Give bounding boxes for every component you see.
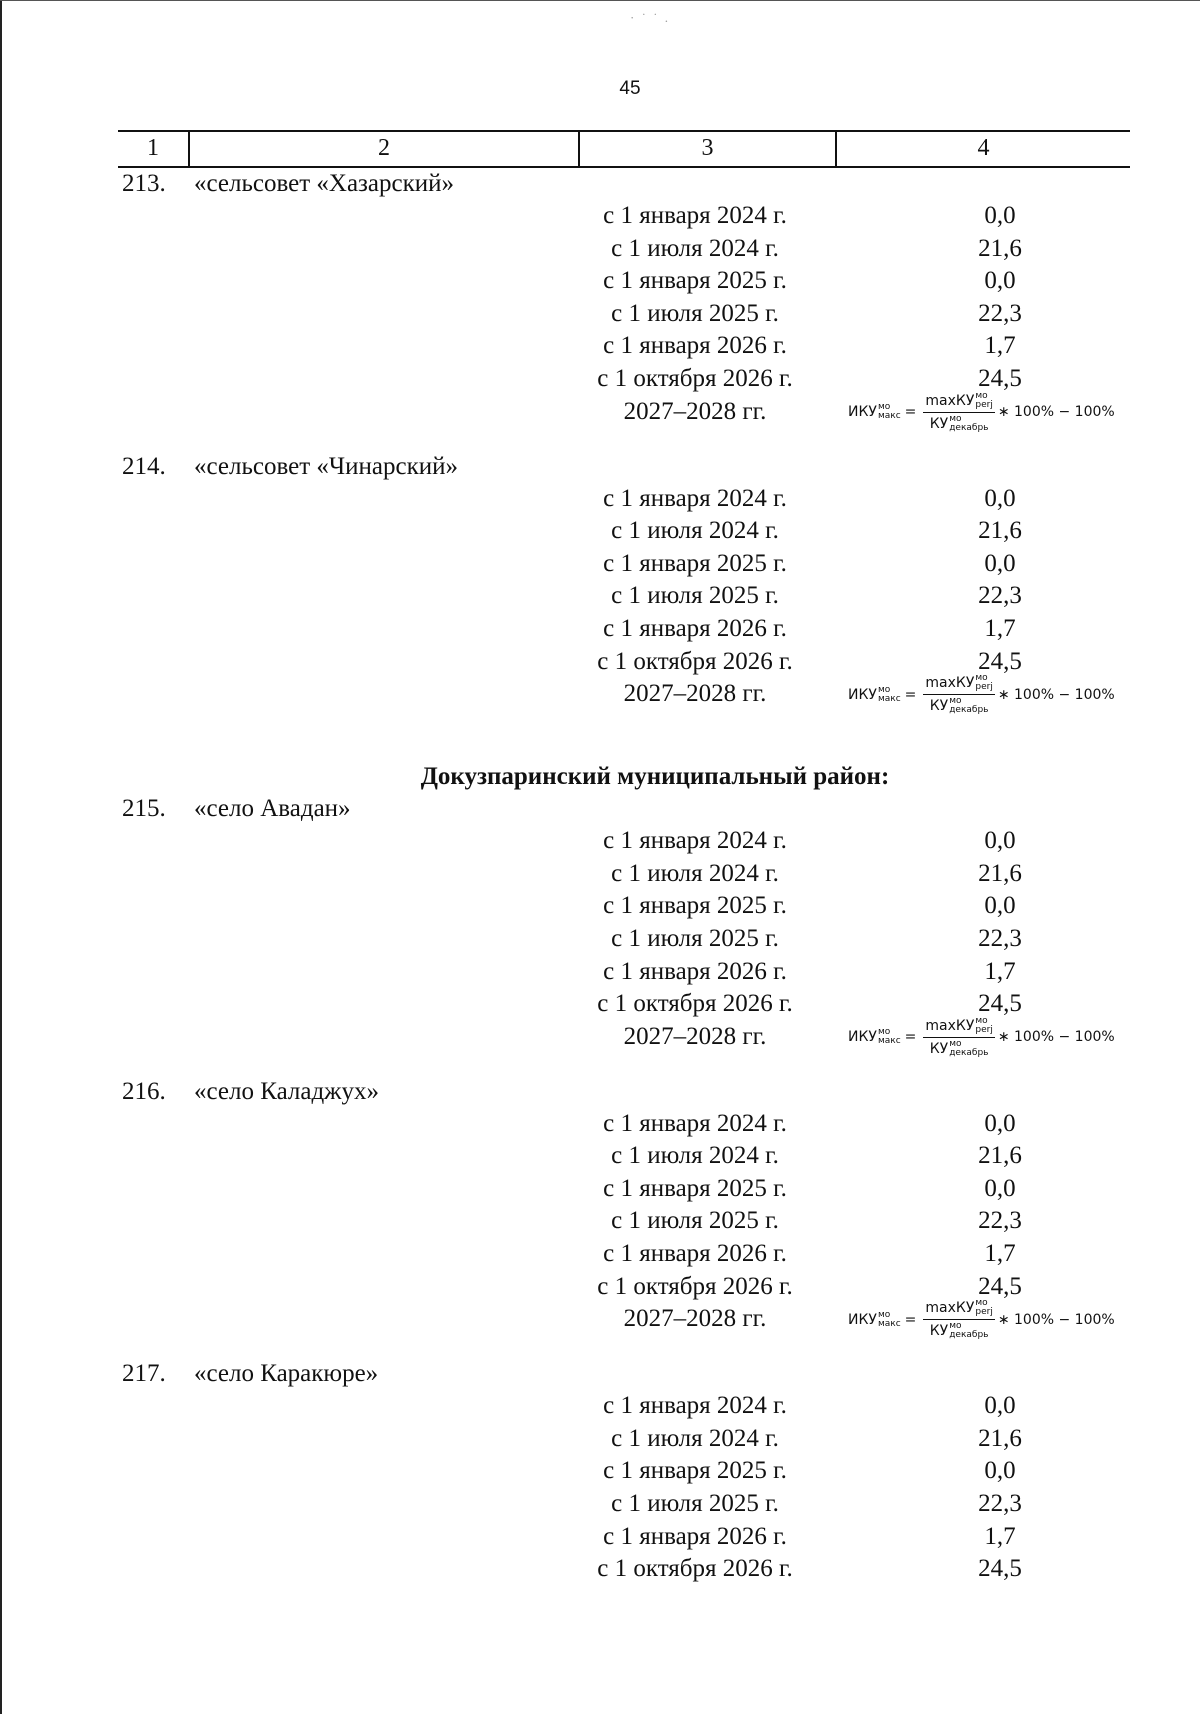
table-row [0,956,1200,989]
table-row [0,858,1200,891]
period-cell: с 1 января 2025 г. [603,1457,787,1485]
table-row [0,1521,1200,1554]
formula-lhs: ИКУ мо макс [848,1027,901,1047]
value-cell: 1,7 [984,332,1016,360]
table-row [0,890,1200,923]
formula [848,674,1168,715]
page-number: 45 [619,78,641,99]
table-row [0,673,1200,724]
value-cell: 0,0 [984,892,1016,920]
period-cell: с 1 июля 2025 г. [611,582,779,610]
entry-name: «сельсовет «Чинарский» [194,452,459,480]
formula-equals: = [904,1311,917,1328]
period-cell: с 1 января 2026 г. [603,1240,787,1268]
formula-fraction [923,1299,994,1340]
formula-denominator: КУ мо декабрь [929,1321,989,1341]
value-cell: 1,7 [984,1240,1016,1268]
column-header-1: 1 [147,135,159,161]
formula-tail: ∗ 100% − 100% [997,1029,1115,1046]
value-cell: 21,6 [978,517,1022,545]
table-row [0,825,1200,858]
formula-numerator: maxКУ мо perj [923,392,994,413]
formula-numerator: maxКУ мо perj [923,674,994,695]
formula [848,392,1168,433]
period-cell: с 1 июля 2025 г. [611,1207,779,1235]
table-row [0,1015,1200,1067]
period-cell: с 1 июля 2024 г. [611,517,779,545]
column-header-2: 2 [188,132,578,166]
table-header [118,130,1130,168]
period-cell: с 1 июля 2025 г. [611,299,779,327]
entry [0,167,1200,442]
formula [848,1299,1168,1340]
period-cell: с 1 января 2025 г. [603,1174,787,1202]
table-row [0,1455,1200,1488]
value-cell: 24,5 [978,990,1022,1018]
period-cell: с 1 октября 2026 г. [597,1555,793,1583]
value-cell: 24,5 [978,1555,1022,1583]
value-cell: 1,7 [984,1522,1016,1550]
value-cell: 21,6 [978,859,1022,887]
period-cell: 2027–2028 гг. [623,1305,767,1333]
formula-equals: = [904,686,917,703]
value-cell: 0,0 [984,1174,1016,1202]
value-cell: 22,3 [978,299,1022,327]
table-row [0,580,1200,613]
formula-fraction [923,1017,994,1058]
value-cell: 21,6 [978,234,1022,262]
period-cell: с 1 октября 2026 г. [597,364,793,392]
formula-denominator: КУ мо декабрь [929,696,989,716]
value-cell: 0,0 [984,549,1016,577]
value-cell: 0,0 [984,1457,1016,1485]
entry-header [0,167,1200,200]
table-row [0,200,1200,233]
scan-speckle: · ˙ ˙ . [630,10,670,25]
entry-header [0,1357,1200,1390]
period-cell: с 1 января 2025 г. [603,549,787,577]
period-cell: с 1 января 2026 г. [603,957,787,985]
formula-lhs: ИКУ мо макс [848,1309,901,1329]
column-header-4: 4 [835,132,1130,166]
table-row [0,298,1200,331]
period-cell: с 1 июля 2024 г. [611,1142,779,1170]
period-cell: с 1 октября 2026 г. [597,990,793,1018]
period-cell: с 1 октября 2026 г. [597,647,793,675]
formula-numerator: maxКУ мо perj [923,1299,994,1320]
value-cell: 24,5 [978,364,1022,392]
entry-name: «село Авадан» [194,795,351,823]
formula-lhs: ИКУ мо макс [848,402,901,422]
table-row [0,923,1200,956]
value-cell: 0,0 [984,267,1016,295]
formula-denominator: КУ мо декабрь [929,1038,989,1058]
table-row [0,233,1200,266]
period-cell: с 1 января 2024 г. [603,827,787,855]
entry-name: «село Каладжух» [194,1077,379,1105]
entry-number: 213. [122,170,166,197]
value-cell: 1,7 [984,957,1016,985]
formula-lhs: ИКУ мо макс [848,684,901,704]
period-cell: с 1 июля 2024 г. [611,234,779,262]
table-row [0,265,1200,298]
period-cell: с 1 января 2025 г. [603,892,787,920]
entry-number: 216. [122,1077,166,1105]
column-header-3: 3 [578,132,835,166]
formula-tail: ∗ 100% − 100% [997,1311,1115,1328]
entry [0,792,1200,1067]
value-cell: 24,5 [978,1272,1022,1300]
period-cell: с 1 января 2024 г. [603,1392,787,1420]
table-row [0,515,1200,548]
table-row [0,1390,1200,1423]
formula-fraction [923,674,994,715]
formula [848,1017,1168,1058]
period-cell: с 1 октября 2026 г. [597,1272,793,1300]
table-row [0,1488,1200,1521]
period-cell: 2027–2028 гг. [623,397,767,425]
table-row [0,548,1200,581]
formula-tail: ∗ 100% − 100% [997,686,1115,703]
table-body [0,167,1200,1594]
period-cell: с 1 июля 2024 г. [611,1424,779,1452]
value-cell: 22,3 [978,924,1022,952]
formula-tail: ∗ 100% − 100% [997,404,1115,421]
table-row [0,330,1200,363]
table-row [0,1205,1200,1238]
value-cell: 21,6 [978,1424,1022,1452]
value-cell: 0,0 [984,202,1016,229]
entry-number: 217. [122,1360,166,1388]
formula-denominator: КУ мо декабрь [929,413,989,433]
entry-number: 215. [122,795,166,823]
value-cell: 0,0 [984,1109,1016,1137]
value-cell: 22,3 [978,1207,1022,1235]
table-row [0,1108,1200,1141]
table-row [0,1298,1200,1349]
value-cell: 24,5 [978,647,1022,675]
formula-equals: = [904,1029,917,1046]
table-row [0,613,1200,646]
period-cell: с 1 января 2024 г. [603,202,787,229]
entry-header [0,792,1200,825]
scan-top-edge [0,0,1200,1]
entry-number: 214. [122,452,166,480]
entry-name: «село Каракюре» [194,1360,379,1388]
period-cell: с 1 июля 2025 г. [611,1490,779,1518]
entry [0,1357,1200,1586]
entry [0,450,1200,725]
period-cell: с 1 января 2026 г. [603,332,787,360]
period-cell: 2027–2028 гг. [623,1022,767,1050]
table-row [0,390,1200,442]
table-row [0,483,1200,516]
table-row [0,1140,1200,1173]
value-cell: 0,0 [984,484,1016,512]
period-cell: с 1 июля 2024 г. [611,859,779,887]
value-cell: 21,6 [978,1142,1022,1170]
table-row [0,1423,1200,1456]
formula-fraction [923,392,994,433]
table-row [0,1238,1200,1271]
formula-equals: = [904,404,917,421]
period-cell: 2027–2028 гг. [623,680,767,708]
value-cell: 0,0 [984,827,1016,855]
period-cell: с 1 января 2024 г. [603,484,787,512]
formula-numerator: maxКУ мо perj [923,1017,994,1038]
period-cell: с 1 января 2025 г. [603,267,787,295]
entry-header [0,1075,1200,1108]
value-cell: 1,7 [984,614,1016,642]
value-cell: 0,0 [984,1392,1016,1420]
period-cell: с 1 января 2024 г. [603,1109,787,1137]
entry-name: «сельсовет «Хазарский» [194,170,455,197]
period-cell: с 1 января 2026 г. [603,614,787,642]
entry-header [0,450,1200,483]
period-cell: с 1 января 2026 г. [603,1522,787,1550]
table-row [0,1553,1200,1586]
value-cell: 22,3 [978,582,1022,610]
period-cell: с 1 июля 2025 г. [611,924,779,952]
section-title: Докузпаринский муниципальный район: [420,763,890,791]
value-cell: 22,3 [978,1490,1022,1518]
table-row [0,1173,1200,1206]
entry [0,1075,1200,1350]
